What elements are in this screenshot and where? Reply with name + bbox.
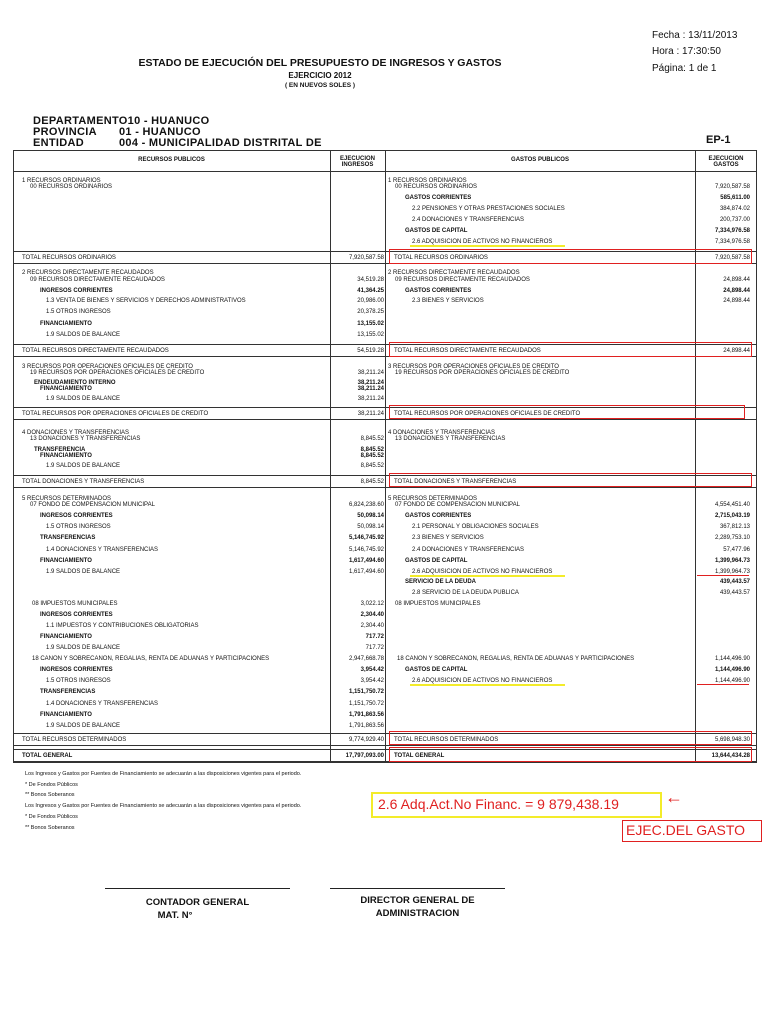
ingresos-row-value: 50,098.14	[357, 524, 384, 530]
ingresos-row-label: 2 RECURSOS DIRECTAMENTE RECAUDADOS	[22, 270, 154, 276]
ingresos-row-label: 1.4 DONACIONES Y TRANSFERENCIAS	[46, 701, 159, 707]
col-recursos: RECURSOS PUBLICOS	[138, 157, 205, 163]
gastos-row-value: 13,644,434.28	[711, 753, 750, 759]
gastos-row-label: 2.4 DONACIONES Y TRANSFERENCIAS	[412, 547, 525, 553]
ingresos-row-label: 1.3 VENTA DE BIENES Y SERVICIOS Y DERECHOS ADMINISTRATIVOS	[46, 298, 246, 304]
ingresos-row-label: TOTAL RECURSOS DETERMINADOS	[22, 737, 127, 743]
divider-ing	[330, 150, 331, 763]
gastos-row-label: 18 CANON Y SOBRECANON, REGALIAS, RENTA DE ADUANAS Y PARTICIPACIONES	[397, 656, 635, 662]
ingresos-row-value: 8,845.52	[360, 479, 384, 485]
annotation-note-text: EJEC.DEL GASTO	[626, 822, 746, 838]
ingresos-row-label: INGRESOS CORRIENTES	[40, 513, 113, 519]
gastos-row-label: 19 RECURSOS POR OPERACIONES OFICIALES DE CREDITO	[395, 370, 570, 376]
ingresos-row-label: 1.4 DONACIONES Y TRANSFERENCIAS	[46, 547, 159, 553]
gastos-row-value: 1,144,496.90	[714, 656, 750, 662]
entidad-value: 004 - MUNICIPALIDAD DISTRITAL DE	[119, 137, 322, 149]
ingresos-row-label: TOTAL RECURSOS POR OPERACIONES OFICIALES DE CREDITO	[22, 411, 209, 417]
ingresos-row-value: 8,845.52	[360, 463, 384, 469]
footnote-4: Los Ingresos y Gastos por Fuentes de Financiamiento se adecuarán a las disposiciones vigentes para el periodo.	[25, 803, 302, 809]
gastos-row-value: 4,554,451.40	[714, 502, 750, 508]
ingresos-row-value: 13,155.02	[357, 332, 384, 338]
gastos-row-label: 2.4 DONACIONES Y TRANSFERENCIAS	[412, 217, 525, 223]
col-ejec-gas-2: GASTOS	[713, 162, 739, 168]
report-title: ESTADO DE EJECUCIÓN DEL PRESUPUESTO DE INGRESOS Y GASTOS	[138, 57, 502, 69]
gastos-row-value: 200,737.00	[719, 217, 750, 223]
ingresos-row-label: TOTAL DONACIONES Y TRANSFERENCIAS	[22, 479, 145, 485]
gastos-row-label: GASTOS DE CAPITAL	[405, 558, 468, 564]
total-separator	[13, 745, 757, 746]
entidad-label: ENTIDAD	[33, 137, 84, 149]
gastos-row-label: 2.3 BIENES Y SERVICIOS	[412, 298, 484, 304]
ingresos-row-value: 38,211.24	[357, 370, 384, 376]
ingresos-row-label: 1.9 SALDOS DE BALANCE	[46, 723, 121, 729]
ingresos-row-label: 18 CANON Y SOBRECANON, REGALIAS, RENTA DE ADUANAS Y PARTICIPACIONES	[32, 656, 270, 662]
divider-mid	[385, 150, 386, 763]
ingresos-row-label: 1.5 OTROS INGRESOS	[46, 678, 111, 684]
ingresos-row-value: 20,986.00	[357, 298, 384, 304]
ingresos-row-label: TRANSFERENCIA	[34, 447, 86, 453]
gastos-row-label: GASTOS CORRIENTES	[405, 195, 472, 201]
gastos-row-value: 585,611.00	[720, 195, 750, 201]
ingresos-row-value: 1,617,494.60	[348, 558, 384, 564]
ingresos-row-value: 3,954.42	[360, 667, 384, 673]
gastos-row-label: 2.6 ADQUISICION DE ACTIVOS NO FINANCIEROS	[412, 239, 553, 245]
gastos-row-value: 7,920,587.58	[714, 184, 750, 190]
gastos-row-label: TOTAL RECURSOS POR OPERACIONES OFICIALES DE CREDITO	[394, 411, 581, 417]
ingresos-row-value: 8,845.52	[360, 453, 384, 459]
provincia-label: PROVINCIA	[33, 126, 97, 138]
red-box-donaciones	[389, 473, 752, 487]
gastos-row-label: 5 RECURSOS DETERMINADOS	[388, 496, 478, 502]
gastos-row-value: 24,898.44	[723, 348, 750, 354]
ingresos-row-value: 1,151,750.72	[348, 689, 384, 695]
ingresos-row-label: 09 RECURSOS DIRECTAMENTE RECAUDADOS	[30, 277, 165, 283]
ingresos-row-value: 8,845.52	[360, 447, 384, 453]
gastos-row-value: 5,698,948.30	[714, 737, 750, 743]
gastos-row-value: 2,289,753.10	[714, 535, 750, 541]
gastos-row-value: 1,399,964.73	[714, 558, 750, 564]
signature-contador-mat: MAT. N°	[157, 910, 193, 921]
ingresos-row-label: TRANSFERENCIAS	[40, 689, 96, 695]
ingresos-row-value: 717.72	[365, 634, 384, 640]
gastos-row-label: 1 RECURSOS ORDINARIOS	[388, 178, 467, 184]
ingresos-row-value: 717.72	[365, 645, 384, 651]
provincia-value: 01 - HUANUCO	[119, 126, 201, 138]
ingresos-row-value: 1,791,863.56	[348, 712, 384, 718]
ingresos-row-label: 1.9 SALDOS DE BALANCE	[46, 645, 121, 651]
divider-gas	[695, 150, 696, 763]
red-box-directamente	[389, 342, 752, 357]
col-gastos: GASTOS PUBLICOS	[511, 157, 569, 163]
red-box-determinados	[389, 731, 752, 745]
arrow-icon: ←	[665, 787, 683, 807]
underline-val-fondo	[697, 575, 749, 576]
red-box-ordinarios	[389, 249, 752, 264]
gastos-row-label: 2.3 BIENES Y SERVICIOS	[412, 535, 484, 541]
ingresos-row-label: 3 RECURSOS POR OPERACIONES OFICIALES DE CREDITO	[22, 364, 193, 370]
gastos-row-value: 7,920,587.58	[714, 255, 750, 261]
ingresos-row-label: 1 RECURSOS ORDINARIOS	[22, 178, 101, 184]
gastos-row-label: 2.2 PENSIONES Y OTRAS PRESTACIONES SOCIALES	[412, 206, 565, 212]
ingresos-row-label: 1.9 SALDOS DE BALANCE	[46, 569, 121, 575]
gastos-row-label: TOTAL RECURSOS DETERMINADOS	[394, 737, 499, 743]
header-divider	[13, 171, 757, 172]
footnote-3: ** Bonos Soberanos	[25, 792, 75, 798]
total-separator	[13, 487, 757, 488]
ingresos-row-value: 34,519.28	[357, 277, 384, 283]
col-ejec-ing-2: INGRESOS	[341, 162, 374, 168]
gastos-row-label: TOTAL DONACIONES Y TRANSFERENCIAS	[394, 479, 517, 485]
ingresos-row-value: 5,146,745.92	[348, 535, 384, 541]
footnote-2: * De Fondos Públicos	[25, 782, 78, 788]
gastos-row-value: 24,898.44	[723, 288, 750, 294]
gastos-row-value: 7,334,976.58	[714, 228, 750, 234]
red-box-total-general	[389, 747, 752, 762]
gastos-row-value: 7,334,976.58	[714, 239, 750, 245]
ingresos-row-label: INGRESOS CORRIENTES	[40, 612, 113, 618]
gastos-row-label: 07 FONDO DE COMPENSACION MUNICIPAL	[395, 502, 520, 508]
gastos-row-label: GASTOS DE CAPITAL	[405, 228, 468, 234]
ingresos-row-label: 1.9 SALDOS DE BALANCE	[46, 332, 121, 338]
gastos-row-value: 2,715,043.19	[714, 513, 750, 519]
gastos-row-label: 2 RECURSOS DIRECTAMENTE RECAUDADOS	[388, 270, 520, 276]
ingresos-row-value: 5,146,745.92	[348, 547, 384, 553]
print-date: Fecha : 13/11/2013	[652, 30, 738, 41]
gastos-row-label: SERVICIO DE LA DEUDA	[405, 579, 477, 585]
signature-line-director	[330, 888, 505, 889]
gastos-row-label: 2.6 ADQUISICION DE ACTIVOS NO FINANCIEROS	[412, 569, 553, 575]
col-ejec-ing-1: EJECUCION	[339, 156, 375, 162]
gastos-row-label: 2.6 ADQUISICION DE ACTIVOS NO FINANCIEROS	[412, 678, 553, 684]
ingresos-row-label: ENDEUDAMIENTO INTERNO	[34, 380, 116, 386]
footnote-6: ** Bonos Soberanos	[25, 825, 75, 831]
ingresos-row-value: 17,797,093.00	[345, 753, 384, 759]
ingresos-row-label: 5 RECURSOS DETERMINADOS	[22, 496, 112, 502]
page-number: Página: 1 de 1	[652, 63, 717, 74]
ingresos-row-value: 1,791,863.56	[348, 723, 384, 729]
ingresos-row-label: 1.9 SALDOS DE BALANCE	[46, 463, 121, 469]
ingresos-row-label: TOTAL GENERAL	[22, 753, 73, 759]
ingresos-row-value: 54,519.28	[357, 348, 384, 354]
ingresos-row-label: FINANCIAMIENTO	[40, 321, 92, 327]
gastos-row-label: TOTAL GENERAL	[394, 753, 445, 759]
gastos-row-value: 367,812.13	[719, 524, 750, 530]
report-year: EJERCICIO 2012	[288, 71, 352, 80]
footnote-5: * De Fondos Públicos	[25, 814, 78, 820]
gastos-row-label: 3 RECURSOS POR OPERACIONES OFICIALES DE CREDITO	[388, 364, 559, 370]
signature-line-contador	[105, 888, 290, 889]
annotation-highlight-box	[371, 792, 662, 818]
ingresos-row-value: 7,920,587.58	[348, 255, 384, 261]
ingresos-row-value: 38,211.24	[357, 396, 384, 402]
gastos-row-value: 57,477.96	[723, 547, 750, 553]
ingresos-row-value: 38,211.24	[357, 380, 384, 386]
ingresos-row-value: 41,364.25	[357, 288, 384, 294]
gastos-row-label: 2.1 PERSONAL Y OBLIGACIONES SOCIALES	[412, 524, 539, 530]
ingresos-row-value: 2,947,668.78	[348, 656, 384, 662]
ingresos-row-label: 08 IMPUESTOS MUNICIPALES	[32, 601, 118, 607]
ingresos-row-value: 9,774,929.40	[348, 737, 384, 743]
ingresos-row-label: FINANCIAMIENTO	[40, 453, 92, 459]
gastos-row-label: 00 RECURSOS ORDINARIOS	[395, 184, 478, 190]
gastos-row-value: 439,443.57	[719, 590, 750, 596]
gastos-row-label: GASTOS DE CAPITAL	[405, 667, 468, 673]
gastos-row-label: 08 IMPUESTOS MUNICIPALES	[395, 601, 481, 607]
signature-director-admin: ADMINISTRACION	[375, 908, 460, 919]
ingresos-row-label: 1.5 OTROS INGRESOS	[46, 524, 111, 530]
gastos-row-value: 24,898.44	[723, 277, 750, 283]
highlight-26-ordinarios	[410, 245, 565, 247]
gastos-row-value: 1,144,496.90	[714, 678, 750, 684]
ingresos-row-value: 6,824,238.60	[348, 502, 384, 508]
ingresos-row-label: TOTAL RECURSOS DIRECTAMENTE RECAUDADOS	[22, 348, 169, 354]
ingresos-row-value: 38,211.24	[357, 386, 384, 392]
ingresos-row-label: 1.1 IMPUESTOS Y CONTRIBUCIONES OBLIGATORIAS	[46, 623, 199, 629]
ingresos-row-label: INGRESOS CORRIENTES	[40, 667, 113, 673]
gastos-row-value: 439,443.57	[719, 579, 750, 585]
ingresos-row-label: TOTAL RECURSOS ORDINARIOS	[22, 255, 116, 261]
col-ejec-gas-1: EJECUCION	[708, 156, 744, 162]
gastos-row-label: 09 RECURSOS DIRECTAMENTE RECAUDADOS	[395, 277, 530, 283]
ingresos-row-label: TRANSFERENCIAS	[40, 535, 96, 541]
highlight-26-fondo	[410, 575, 565, 577]
signature-director: DIRECTOR GENERAL DE	[360, 895, 475, 906]
gastos-row-label: GASTOS CORRIENTES	[405, 288, 472, 294]
gastos-row-label: GASTOS CORRIENTES	[405, 513, 472, 519]
gastos-row-value: 384,874.02	[719, 206, 750, 212]
annotation-note-box	[622, 820, 762, 842]
gastos-row-value: 1,144,496.90	[714, 667, 750, 673]
print-time: Hora : 17:30:50	[652, 46, 721, 57]
ingresos-row-label: INGRESOS CORRIENTES	[40, 288, 113, 294]
ingresos-row-label: FINANCIAMIENTO	[40, 634, 92, 640]
gastos-row-value: 1,399,964.73	[714, 569, 750, 575]
highlight-26-canon	[410, 684, 565, 686]
ingresos-row-value: 8,845.52	[360, 436, 384, 442]
red-box-credito	[389, 405, 745, 419]
ingresos-row-value: 2,304.40	[360, 612, 384, 618]
ingresos-row-value: 1,617,494.60	[348, 569, 384, 575]
ingresos-row-value: 20,378.25	[357, 309, 384, 315]
signature-contador: CONTADOR GENERAL	[145, 897, 250, 908]
annotation-highlight-text: 2.6 Adq.Act.No Financ. = 9 879,438.19	[378, 796, 619, 812]
gastos-row-label: 4 DONACIONES Y TRANSFERENCIAS	[388, 430, 496, 436]
ingresos-row-value: 50,098.14	[357, 513, 384, 519]
underline-val-canon	[697, 684, 749, 685]
ingresos-row-value: 38,211.24	[357, 411, 384, 417]
footnote-1: Los Ingresos y Gastos por Fuentes de Financiamiento se adecuarán a las disposiciones vigentes para el periodo.	[25, 771, 302, 777]
gastos-row-label: TOTAL RECURSOS DIRECTAMENTE RECAUDADOS	[394, 348, 541, 354]
departamento: DEPARTAMENTO10 - HUANUCO	[33, 115, 210, 127]
gastos-row-label: 13 DONACIONES Y TRANSFERENCIAS	[395, 436, 506, 442]
ingresos-row-value: 3,954.42	[360, 678, 384, 684]
ingresos-row-value: 1,151,750.72	[348, 701, 384, 707]
ingresos-row-label: FINANCIAMIENTO	[40, 558, 92, 564]
ingresos-row-label: 07 FONDO DE COMPENSACION MUNICIPAL	[30, 502, 155, 508]
ingresos-row-value: 3,022.12	[360, 601, 384, 607]
gastos-row-label: 2.8 SERVICIO DE LA DEUDA PUBLICA	[412, 590, 519, 596]
report-code: EP-1	[706, 134, 731, 146]
report-currency: ( EN NUEVOS SOLES )	[284, 82, 356, 89]
ingresos-row-label: 19 RECURSOS POR OPERACIONES OFICIALES DE CREDITO	[30, 370, 205, 376]
gastos-row-value: 24,898.44	[723, 298, 750, 304]
ingresos-row-label: 1.9 SALDOS DE BALANCE	[46, 396, 121, 402]
ingresos-row-label: FINANCIAMIENTO	[40, 386, 92, 392]
ingresos-row-value: 13,155.02	[357, 321, 384, 327]
gastos-row-label: TOTAL RECURSOS ORDINARIOS	[394, 255, 488, 261]
ingresos-row-label: 13 DONACIONES Y TRANSFERENCIAS	[30, 436, 141, 442]
total-separator	[13, 419, 757, 420]
ingresos-row-label: 00 RECURSOS ORDINARIOS	[30, 184, 113, 190]
ingresos-row-value: 2,304.40	[360, 623, 384, 629]
ingresos-row-label: 4 DONACIONES Y TRANSFERENCIAS	[22, 430, 130, 436]
ingresos-row-label: FINANCIAMIENTO	[40, 712, 92, 718]
ingresos-row-label: 1.5 OTROS INGRESOS	[46, 309, 111, 315]
